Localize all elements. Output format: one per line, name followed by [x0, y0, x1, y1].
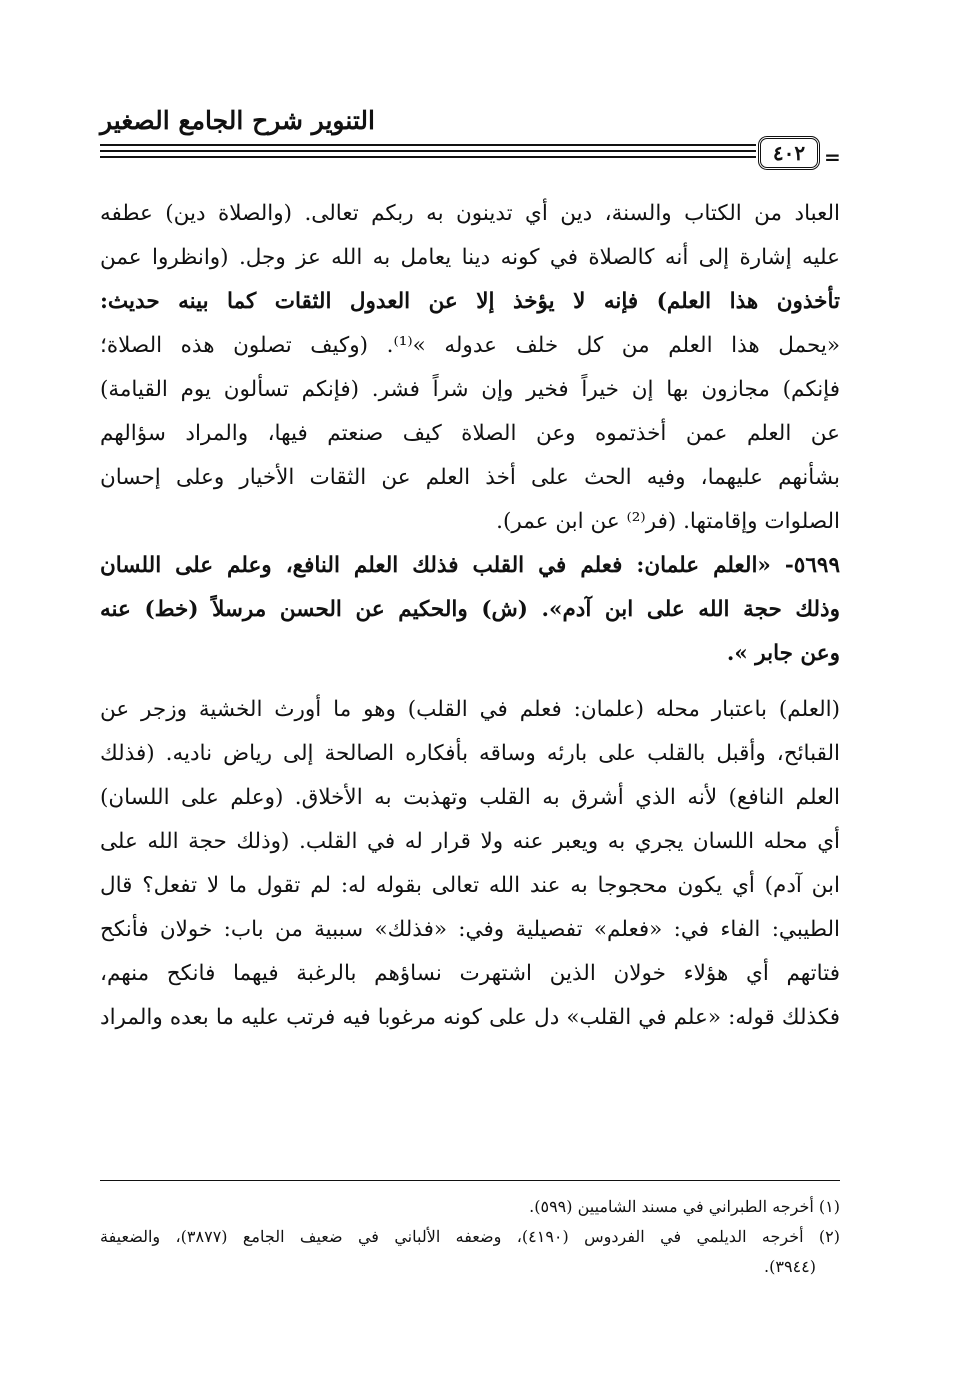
text-line: القبائح، وأقبل بالقلب على بارئه وساقه بأفكاره الصالحة إلى رياض ناديه. (فذلك	[100, 741, 840, 766]
text-line: العباد من الكتاب والسنة، دين أي تدينون به ربكم تعالى. (والصلاة دين) عطفه	[100, 201, 840, 226]
running-header	[100, 100, 840, 172]
text-line: أي محله اللسان يجري به ويعبر عنه ولا قرار له في القلب. (وذلك حجة الله على	[100, 829, 840, 854]
footnotes	[100, 1192, 840, 1282]
book-title: التنوير شرح الجامع الصغير	[100, 106, 375, 135]
page-number-box	[758, 136, 820, 170]
text-line: الطيبي: الفاء في: «فعلم» تفصيلية وفي: «فذلك» سببية من باب: خولان فأنكح	[100, 917, 840, 942]
text-line: الصلوات وإقامتها. (فر⁽²⁾ عن ابن عمر).	[496, 509, 840, 534]
text-line: فكذلك قوله: «علم في القلب» دل على كونه مرغوبا فيه فرتب عليه ما بعده والمراد	[100, 1005, 840, 1030]
header-rule-top	[100, 144, 756, 146]
text-line: فتاتهم أي هؤلاء خولان الذين اشتهرت نساؤهم بالرغبة فيهما فانكح منهم،	[100, 961, 840, 986]
main-text	[100, 192, 840, 1040]
header-ornament: =	[824, 145, 841, 169]
text-line: العلم النافع) لأنه الذي أشرق به القلب وتهذبت به الأخلاق. (وعلم على اللسان)	[100, 785, 840, 810]
text-line: ابن آدم) أي يكون محجوجا به عند الله تعالى بقوله له: لم تقول ما لا تفعل؟ قال	[100, 873, 840, 898]
hadith-line: وذلك حجة الله على ابن آدم». (ش) والحكيم عن الحسن مرسلاً (خط) عنه	[100, 597, 840, 622]
text-line: (العلم) باعتبار محله (علمان: فعلم في القلب) وهو ما أورث الخشية وزجر عن	[100, 697, 840, 722]
text-line: فإنكم) مجازون بها إن خيراً فخير وإن شراً فشر. (فإنكم تسألون يوم القيامة)	[100, 377, 840, 402]
footnote-1: (١) أخرجه الطبراني في مسند الشاميين (٥٩٩).	[529, 1197, 840, 1216]
text-line: «يحمل هذا العلم من كل خلف عدوله »⁽¹⁾. (وكيف تصلون هذه الصلاة؛	[100, 333, 840, 358]
header-rule-bottom	[100, 156, 756, 158]
text-line: بشأنهم عليهما، وفيه الحث على أخذ العلم عن الثقات الأخيار وعلى إحسان	[100, 465, 840, 490]
hadith-line: ٥٦٩٩- «العلم علمان: فعلم في القلب فذلك العلم النافع، وعلم على اللسان	[100, 553, 840, 578]
footnote-2: (٢) أخرجه الديلمي في الفردوس (٤١٩٠)، وضعفه الألباني في ضعيف الجامع (٣٨٧٧)، والضعيفة	[100, 1227, 840, 1246]
footnote-2-continuation: (٣٩٤٤).	[764, 1257, 816, 1276]
page-number: ٤٠٢	[772, 141, 806, 165]
text-line: تأخذون هذا العلم) فإنه لا يؤخذ إلا عن العدول الثقات كما بينه حديث:	[100, 289, 840, 314]
footnote-separator	[100, 1180, 840, 1181]
header-rule-middle	[100, 150, 756, 152]
text-line: عليه إشارة إلى أنه كالصلاة في كونه دينا يعامل به الله عز وجل. (وانظروا عمن	[100, 245, 840, 270]
text-line: عن العلم عمن أخذتموه وعن الصلاة كيف صنعتم فيها، والمراد سؤالهم	[100, 421, 840, 446]
hadith-line: وعن جابر ».	[726, 641, 840, 666]
